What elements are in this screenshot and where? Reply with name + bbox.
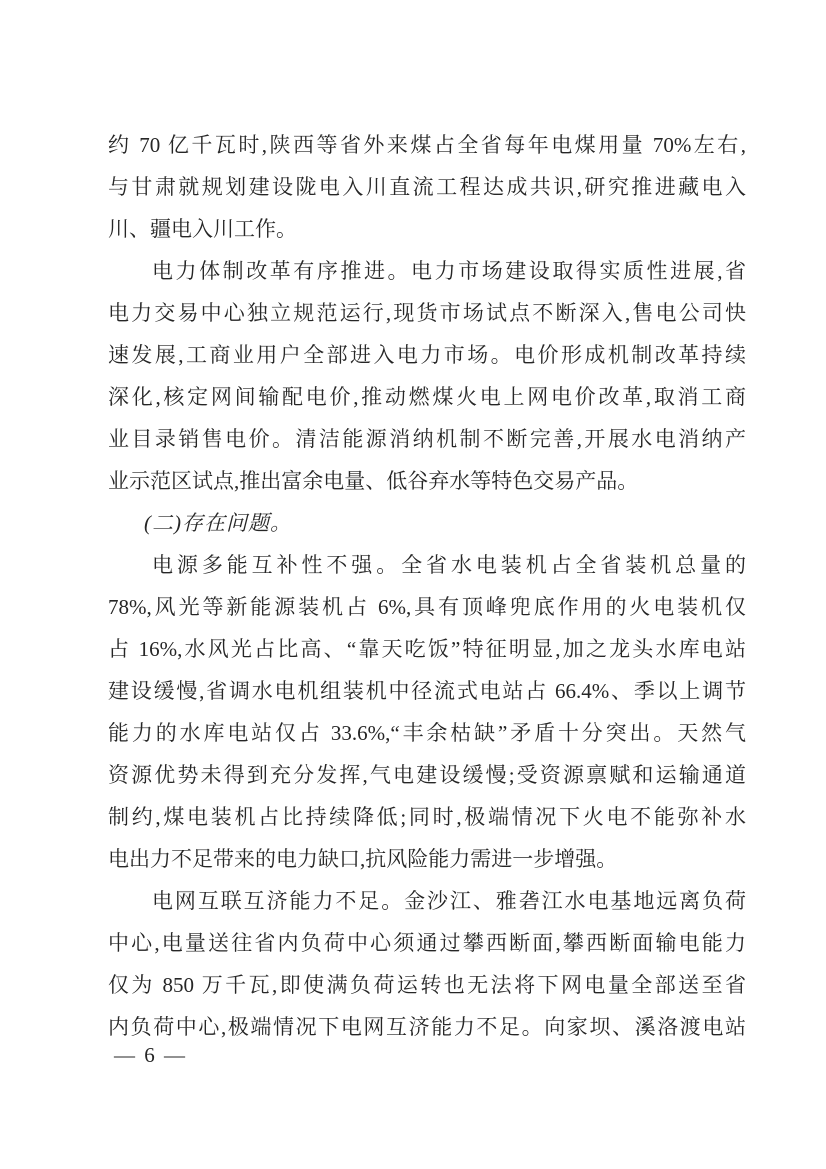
body-line: 资源优势未得到充分发挥,气电建设缓慢;受资源禀赋和运输通道: [108, 763, 746, 787]
body-line: 速发展,工商业用户全部进入电力市场。电价形成机制改革持续: [108, 343, 746, 367]
body-line: 业目录销售电价。清洁能源消纳机制不断完善,开展水电消纳产: [108, 427, 746, 451]
body-line: 业示范区试点,推出富余电量、低谷弃水等特色交易产品。: [108, 469, 639, 493]
body-line: 内负荷中心,极端情况下电网互济能力不足。向家坝、溪洛渡电站: [108, 1015, 746, 1039]
body-line: 仅为 850 万千瓦,即使满负荷运转也无法将下网电量全部送至省: [108, 973, 746, 997]
body-line: 制约,煤电装机占比持续降低;同时,极端情况下火电不能弥补水: [108, 805, 746, 829]
body-line: 电网互联互济能力不足。金沙江、雅砻江水电基地远离负荷: [152, 889, 746, 913]
body-line: 与甘肃就规划建设陇电入川直流工程达成共识,研究推进藏电入: [108, 175, 746, 199]
body-line: 电力体制改革有序推进。电力市场建设取得实质性进展,省: [152, 259, 746, 283]
body-line: 电源多能互补性不强。全省水电装机占全省装机总量的: [152, 553, 746, 577]
document-body: [108, 124, 746, 1048]
body-line: 78%,风光等新能源装机占 6%,具有顶峰兜底作用的火电装机仅: [108, 595, 746, 619]
body-line: 深化,核定网间输配电价,推动燃煤火电上网电价改革,取消工商: [108, 385, 746, 409]
body-line: 中心,电量送往省内负荷中心须通过攀西断面,攀西断面输电能力: [108, 931, 746, 955]
body-line: 约 70 亿千瓦时,陕西等省外来煤占全省每年电煤用量 70%左右,: [108, 133, 746, 157]
body-line: 占 16%,水风光占比高、“靠天吃饭”特征明显,加之龙头水库电站: [108, 637, 746, 661]
body-line: 建设缓慢,省调水电机组装机中径流式电站占 66.4%、季以上调节: [108, 679, 746, 703]
page-number: — 6 —: [114, 1043, 187, 1067]
body-line: 电出力不足带来的电力缺口,抗风险能力需进一步增强。: [108, 847, 618, 871]
body-line: 川、疆电入川工作。: [108, 217, 297, 241]
body-line: 能力的水库电站仅占 33.6%,“丰余枯缺”矛盾十分突出。天然气: [108, 721, 746, 745]
section-heading: (二)存在问题。: [144, 511, 292, 535]
body-line: 电力交易中心独立规范运行,现货市场试点不断深入,售电公司快: [108, 301, 746, 325]
